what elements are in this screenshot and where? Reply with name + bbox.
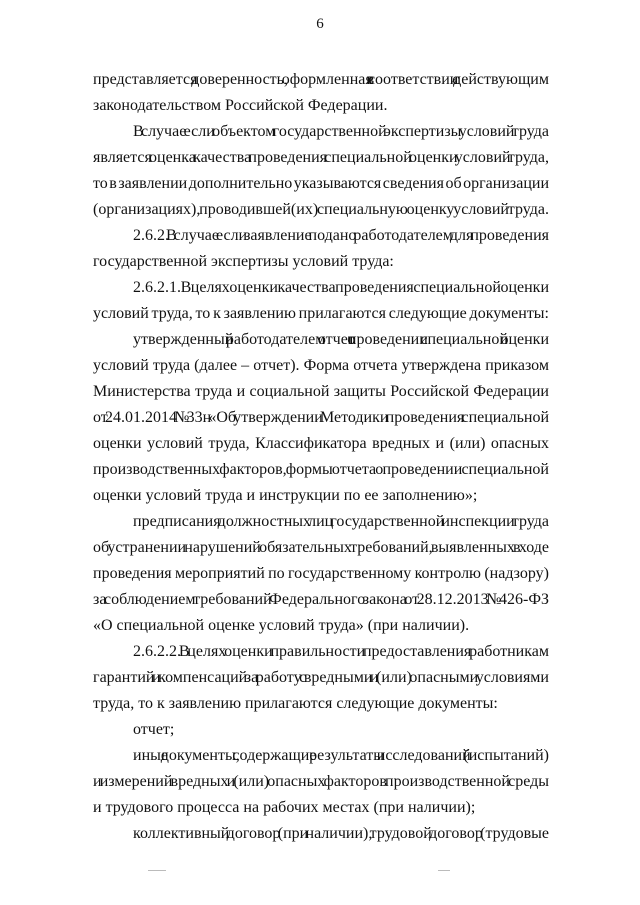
text-line: 2.6.2.2. В целях оценки правильности предоставления работникам bbox=[133, 643, 549, 660]
text-line: 2.6.2. В случае если заявление подано работодателем для проведения bbox=[133, 227, 549, 244]
text-line: то в заявлении дополнительно указываются сведения об организации bbox=[93, 175, 550, 192]
text-line: за соблюдением требований Федерального закона от 28.12.2013 № 426-ФЗ bbox=[93, 591, 549, 608]
text-line: условий труда, то к заявлению прилагаются следующие документы: bbox=[93, 305, 549, 322]
document-body bbox=[93, 67, 549, 847]
text-line: производственных факторов, формы отчета о проведении специальной bbox=[93, 461, 549, 478]
text-line: условий труда (далее – отчет). Форма отчета утверждена приказом bbox=[93, 357, 549, 374]
text-line: коллективный договор (при наличии), трудовой договор (трудовые bbox=[133, 825, 549, 842]
text-line: гарантий и компенсаций за работу с вредными и (или) опасными условиями bbox=[93, 669, 549, 686]
text-line: В случае если объектом государственной экспертизы условий труда bbox=[133, 123, 549, 140]
text-line: законодательством Российской Федерации. bbox=[93, 97, 388, 114]
text-line: является оценка качества проведения специальной оценки условий труда, bbox=[93, 149, 550, 166]
text-line: труда, то к заявлению прилагаются следующие документы: bbox=[93, 695, 498, 712]
text-line: Министерства труда и социальной защиты Российской Федерации bbox=[93, 383, 549, 400]
text-line: от 24.01.2014 № 33н «Об утверждении Методики проведения специальной bbox=[93, 409, 549, 426]
text-line: (организациях), проводившей(их) специальную оценку условий труда. bbox=[93, 201, 549, 218]
text-line: об устранении нарушений обязательных требований, выявленных в ходе bbox=[93, 539, 550, 556]
text-line: «О специальной оценке условий труда» (при наличии). bbox=[93, 617, 470, 634]
text-line: утвержденный работодателем отчет о проведении специальной оценки bbox=[133, 331, 550, 348]
text-line: государственной экспертизы условий труда: bbox=[93, 253, 394, 270]
scan-artifact bbox=[438, 870, 450, 871]
text-line: проведения мероприятий по государственному контролю (надзору) bbox=[93, 565, 549, 582]
text-line: иные документы, содержащие результаты исследований (испытаний) bbox=[133, 747, 549, 764]
text-line: и измерений вредных и (или) опасных факторов производственной среды bbox=[93, 773, 549, 790]
text-line: 2.6.2.1. В целях оценки качества проведения специальной оценки bbox=[133, 279, 549, 296]
text-line: и трудового процесса на рабочих местах (при наличии); bbox=[93, 799, 476, 816]
text-line: оценки условий труда, Классификатора вредных и (или) опасных bbox=[93, 435, 549, 452]
text-line: предписания должностных лиц государственной инспекции труда bbox=[133, 513, 550, 530]
text-line: оценки условий труда и инструкции по ее заполнению»; bbox=[93, 487, 478, 504]
text-line: отчет; bbox=[133, 721, 175, 738]
page-number: 6 bbox=[316, 16, 324, 32]
text-line: представляется доверенность, оформленная в соответствии с действующим bbox=[93, 71, 549, 88]
scan-artifact bbox=[148, 870, 166, 871]
